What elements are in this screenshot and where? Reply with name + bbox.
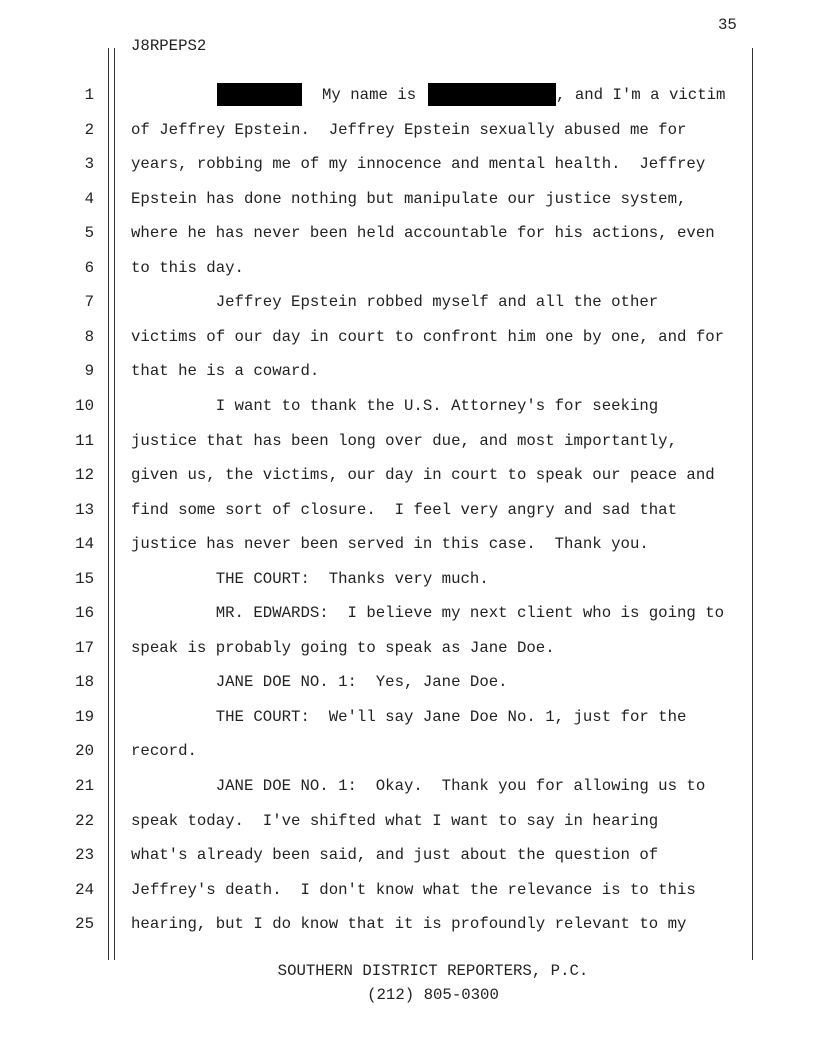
- redaction-box: [428, 83, 556, 106]
- page-number: 35: [718, 16, 737, 34]
- line-number: 15: [75, 569, 94, 588]
- transcript-line: justice that has been long over due, and most importantly,: [131, 431, 678, 450]
- transcript-line: given us, the victims, our day in court to speak our peace and: [131, 466, 715, 485]
- transcript-line: where he has never been held accountable for his actions, even: [131, 224, 715, 243]
- transcript-line: of Jeffrey Epstein. Jeffrey Epstein sexually abused me for: [131, 120, 687, 139]
- transcript-line: what's already been said, and just about the question of: [131, 846, 659, 865]
- transcript-line: that he is a coward.: [131, 362, 320, 381]
- transcript-line: speak today. I've shifted what I want to say in hearing: [131, 811, 659, 830]
- footer-phone: (212) 805-0300: [367, 986, 499, 1004]
- line-number: 1: [84, 86, 94, 104]
- line-number: 12: [75, 466, 94, 485]
- transcript-line: hearing, but I do know that it is profoundly relevant to my: [131, 915, 687, 934]
- transcript-line: , and I'm a victim: [556, 86, 726, 104]
- line-number: 17: [75, 638, 94, 657]
- line-number: 2: [84, 120, 94, 139]
- transcript-line: JANE DOE NO. 1: Okay. Thank you for allowing us to: [131, 777, 706, 795]
- transcript-line: years, robbing me of my innocence and mental health. Jeffrey: [131, 155, 706, 174]
- redaction-box: [217, 83, 302, 106]
- line-number: 24: [75, 880, 94, 899]
- transcript-line: Jeffrey Epstein robbed myself and all the other: [131, 293, 659, 312]
- transcript-line: JANE DOE NO. 1: Yes, Jane Doe.: [131, 673, 508, 692]
- transcript-line: speak is probably going to speak as Jane Doe.: [131, 638, 555, 657]
- transcript-line: justice has never been served in this case. Thank you.: [131, 535, 649, 554]
- line-number: 13: [75, 500, 94, 519]
- line-number: 3: [84, 155, 94, 174]
- line-number: 20: [75, 742, 94, 761]
- line-number: 14: [75, 535, 94, 554]
- line-number: 10: [75, 396, 94, 415]
- line-number: 9: [84, 362, 94, 381]
- line-number: 5: [84, 224, 94, 243]
- transcript-line: victims of our day in court to confront him one by one, and for: [131, 327, 725, 346]
- line-number: 11: [75, 431, 94, 450]
- line-number: 25: [75, 915, 94, 934]
- line-number: 22: [75, 811, 94, 830]
- transcript-line: record.: [131, 742, 197, 761]
- transcript-line: My name is: [322, 86, 426, 104]
- footer-reporter: SOUTHERN DISTRICT REPORTERS, P.C.: [277, 962, 589, 980]
- left-margin-line-outer: [108, 48, 109, 960]
- left-margin-line-inner: [114, 48, 115, 960]
- line-number: 19: [75, 707, 94, 726]
- transcript-line: to this day.: [131, 258, 244, 277]
- transcript-line: MR. EDWARDS: I believe my next client who is going to: [131, 604, 725, 623]
- line-number: 16: [75, 604, 94, 623]
- header-code: J8RPEPS2: [131, 37, 207, 55]
- transcript-line: Jeffrey's death. I don't know what the relevance is to this: [131, 880, 696, 899]
- line-number: 23: [75, 846, 94, 865]
- line-number: 18: [75, 673, 94, 692]
- line-number: 8: [84, 327, 94, 346]
- line-number: 7: [84, 293, 94, 312]
- transcript-line: THE COURT: Thanks very much.: [131, 569, 489, 588]
- transcript-line: THE COURT: We'll say Jane Doe No. 1, just for the: [131, 707, 687, 726]
- transcript-line: I want to thank the U.S. Attorney's for seeking: [131, 396, 659, 415]
- line-number: 4: [84, 189, 94, 208]
- transcript-line: find some sort of closure. I feel very angry and sad that: [131, 500, 678, 519]
- transcript-line: Epstein has done nothing but manipulate our justice system,: [131, 189, 687, 208]
- right-margin-line: [752, 48, 753, 960]
- line-number: 21: [75, 777, 94, 795]
- line-number: 6: [84, 258, 94, 277]
